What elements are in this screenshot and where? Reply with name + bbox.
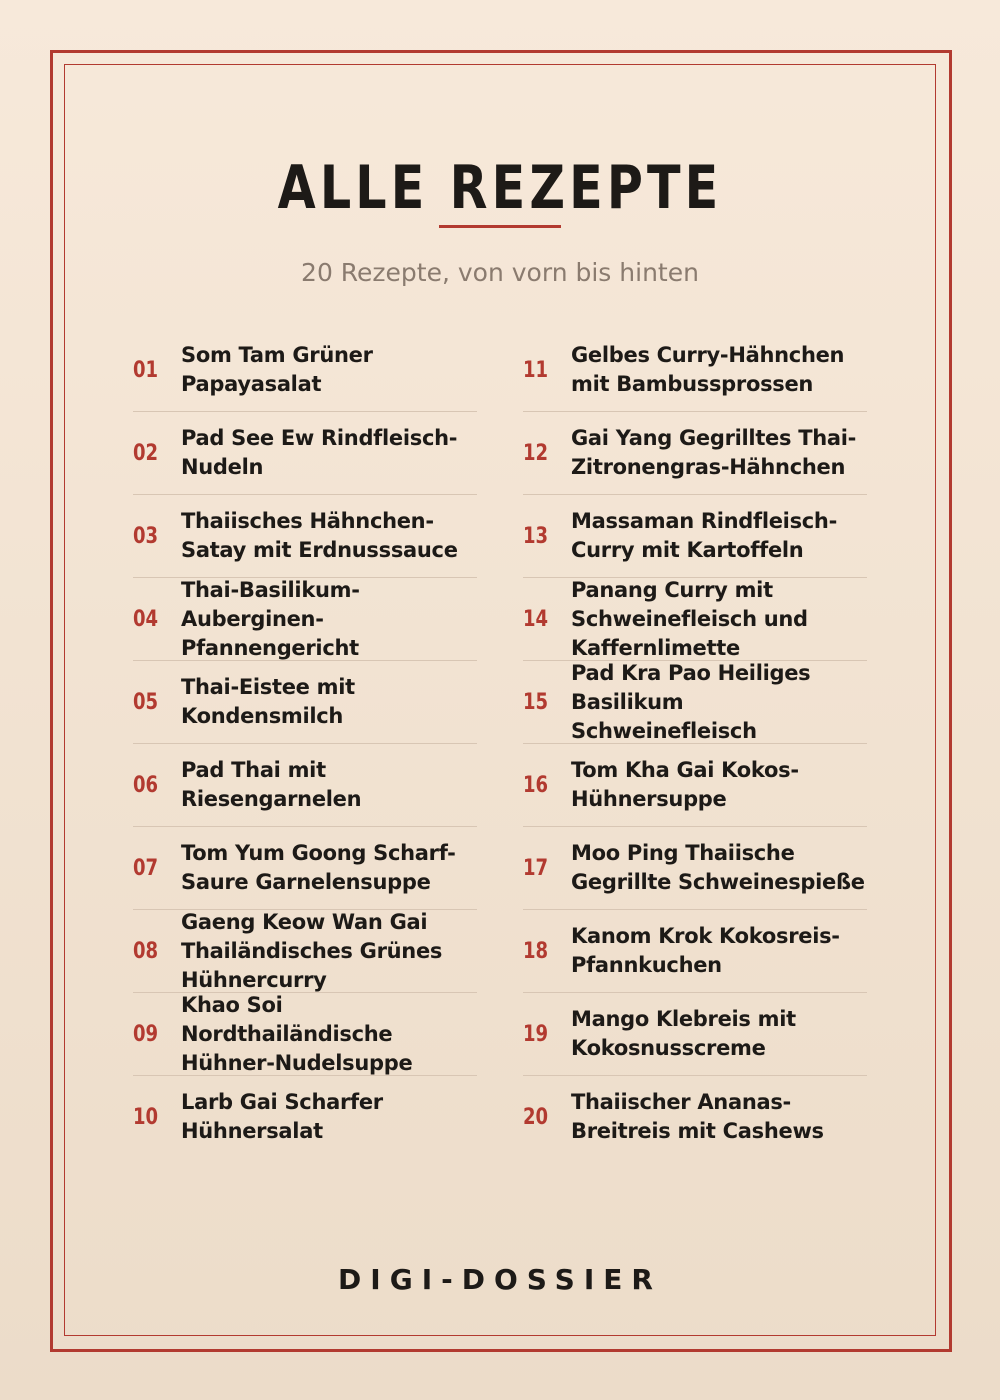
- recipe-item: [523, 743, 867, 826]
- recipe-item: [523, 826, 867, 909]
- recipe-item: [133, 328, 477, 411]
- recipe-item: [133, 909, 477, 992]
- recipe-number: 17: [523, 855, 549, 881]
- recipe-name: Mango Klebreis mit Kokosnusscreme: [571, 1007, 796, 1060]
- recipe-name: Tom Yum Goong Scharf-Saure Garnelensuppe: [181, 841, 456, 894]
- recipe-number: 06: [133, 772, 159, 798]
- recipe-item: [133, 1075, 477, 1158]
- recipe-number: 02: [133, 440, 159, 466]
- recipe-name: Thaiisches Hähnchen-Satay mit Erdnusssauce: [181, 509, 458, 562]
- recipe-item: [523, 1075, 867, 1158]
- recipe-item: [523, 494, 867, 577]
- recipe-name: Larb Gai Scharfer Hühnersalat: [181, 1090, 383, 1143]
- recipe-item: [523, 577, 867, 660]
- recipe-name: Gelbes Curry-Hähnchen mit Bambussprossen: [571, 343, 845, 396]
- recipe-name: Gaeng Keow Wan Gai Thailändisches Grünes Hühnercurry: [181, 909, 443, 992]
- recipe-number: 05: [133, 689, 159, 715]
- recipe-item: [133, 992, 477, 1075]
- recipe-name: Khao Soi Nordthailändische Hühner-Nudelsuppe: [181, 992, 413, 1075]
- brand-footer: DIGI-DOSSIER: [338, 1263, 662, 1296]
- recipe-name: Pad See Ew Rindfleisch-Nudeln: [181, 426, 458, 479]
- page-title: ALLE REZEPTE: [277, 153, 723, 223]
- recipe-item: [133, 577, 477, 660]
- recipe-number: 14: [523, 606, 549, 632]
- recipe-item: [133, 660, 477, 743]
- recipe-item: [133, 743, 477, 826]
- recipe-name: Thai-Basilikum-Auberginen-Pfannengericht: [181, 577, 360, 660]
- recipe-number: 07: [133, 855, 159, 881]
- recipe-name: Thai-Eistee mit Kondensmilch: [181, 675, 355, 728]
- recipe-number: 16: [523, 772, 549, 798]
- recipe-item: [133, 494, 477, 577]
- recipe-name: Pad Kra Pao Heiliges Basilikum Schweinefleisch: [571, 660, 811, 743]
- recipe-name: Tom Kha Gai Kokos-Hühnersuppe: [571, 758, 799, 811]
- recipe-number: 12: [523, 440, 549, 466]
- recipe-item: [523, 909, 867, 992]
- recipe-name: Thaiischer Ananas-Breitreis mit Cashews: [571, 1090, 824, 1143]
- recipe-number: 01: [133, 357, 159, 383]
- recipe-name: Massaman Rindfleisch-Curry mit Kartoffeln: [571, 509, 837, 562]
- recipe-number: 13: [523, 523, 549, 549]
- recipe-item: [133, 826, 477, 909]
- recipe-name: Moo Ping Thaiische Gegrillte Schweinespieße: [571, 841, 865, 894]
- recipe-number: 15: [523, 689, 549, 715]
- recipe-name: Kanom Krok Kokosreis-Pfannkuchen: [571, 924, 840, 977]
- title-underline: [439, 225, 561, 228]
- recipe-item: [523, 411, 867, 494]
- recipe-name: Pad Thai mit Riesengarnelen: [181, 758, 362, 811]
- recipe-name: Panang Curry mit Schweinefleisch und Kaffernlimette: [571, 577, 808, 660]
- recipe-name: Gai Yang Gegrilltes Thai-Zitronengras-Hähnchen: [571, 426, 857, 479]
- recipe-number: 18: [523, 938, 549, 964]
- recipe-number: 19: [523, 1021, 549, 1047]
- recipe-item: [523, 660, 867, 743]
- recipe-item: [133, 411, 477, 494]
- page-subtitle: 20 Rezepte, von vorn bis hinten: [301, 258, 699, 287]
- recipe-number: 20: [523, 1104, 549, 1130]
- recipe-number: 08: [133, 938, 159, 964]
- recipe-number: 10: [133, 1104, 159, 1130]
- recipe-item: [523, 992, 867, 1075]
- recipe-column-left: [133, 328, 477, 1158]
- recipe-name: Som Tam Grüner Papayasalat: [181, 343, 373, 396]
- recipe-number: 04: [133, 606, 159, 632]
- recipe-number: 03: [133, 523, 159, 549]
- recipe-column-right: [523, 328, 867, 1158]
- recipe-number: 11: [523, 357, 549, 383]
- recipe-number: 09: [133, 1021, 159, 1047]
- recipe-item: [523, 328, 867, 411]
